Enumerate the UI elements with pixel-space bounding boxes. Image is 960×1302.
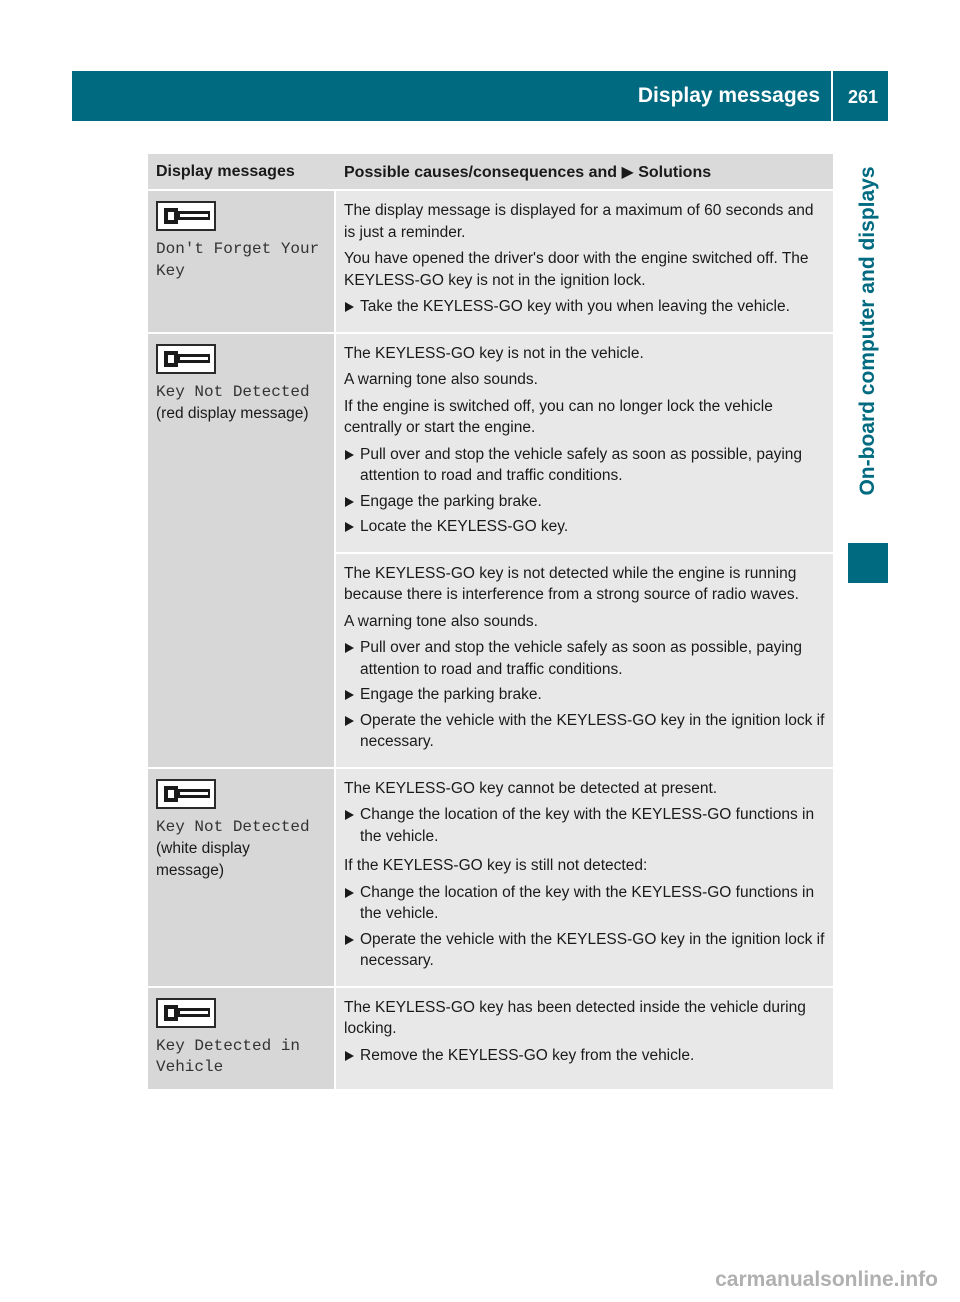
display-message-text: Key Not Detected (156, 382, 310, 401)
paragraph: You have opened the driver's door with the engine switched off. The KEYLESS-GO key is not in the ignition lock. (344, 250, 809, 289)
paragraph: If the KEYLESS-GO key is still not detected: (344, 857, 648, 874)
message-cell (148, 769, 336, 988)
solution-cell (336, 554, 833, 769)
table-header-row (148, 154, 833, 191)
paragraph: The display message is displayed for a maximum of 60 seconds and is just a reminder. (344, 202, 814, 241)
table-row (148, 334, 833, 554)
section-title: Display messages (637, 84, 820, 107)
action-step: Pull over and stop the vehicle safely as soon as possible, paying attention to road and traffic conditions. (344, 444, 827, 487)
page-header (72, 71, 888, 121)
header-divider (831, 71, 833, 121)
solution-cell (336, 769, 833, 988)
key-icon (156, 779, 216, 809)
display-message-note: (red display message) (156, 405, 309, 422)
paragraph: If the engine is switched off, you can no longer lock the vehicle centrally or start the engine. (344, 397, 773, 436)
table-row (148, 769, 833, 988)
solution-cell (336, 988, 833, 1091)
key-icon (156, 998, 216, 1028)
chapter-marker (848, 543, 888, 583)
key-icon (156, 344, 216, 374)
action-step: Remove the KEYLESS-GO key from the vehicle. (344, 1045, 827, 1067)
solution-cell (336, 334, 833, 554)
chapter-tab-label: On-board computer and displays (856, 166, 879, 496)
action-step: Take the KEYLESS-GO key with you when leaving the vehicle. (344, 296, 827, 318)
column-header-solutions-label: Solutions (638, 163, 712, 181)
message-cell (148, 191, 336, 334)
solution-cell (336, 191, 833, 334)
column-header-causes-label: Possible causes/consequences and (344, 163, 618, 181)
action-step: Pull over and stop the vehicle safely as soon as possible, paying attention to road and traffic conditions. (344, 637, 827, 680)
paragraph: A warning tone also sounds. (344, 371, 538, 388)
play-arrow-icon: ▶ (621, 163, 634, 181)
action-step: Change the location of the key with the KEYLESS-GO functions in the vehicle. (344, 882, 827, 925)
paragraph: The KEYLESS-GO key is not in the vehicle. (344, 344, 644, 362)
action-step: Engage the parking brake. (344, 491, 827, 513)
column-header-causes-solutions (336, 154, 833, 191)
action-step: Engage the parking brake. (344, 684, 827, 706)
message-cell (148, 988, 336, 1091)
action-step: Change the location of the key with the KEYLESS-GO functions in the vehicle. (344, 804, 827, 847)
table-row (148, 191, 833, 334)
display-messages-table (148, 154, 833, 1091)
paragraph: A warning tone also sounds. (344, 612, 538, 630)
paragraph: The KEYLESS-GO key is not detected while the engine is running because there is interference from a strong source of radio waves. (344, 564, 799, 603)
watermark: carmanualsonline.info (715, 1268, 938, 1291)
display-message-text: Don't Forget Your Key (156, 240, 320, 280)
message-cell (148, 334, 336, 769)
action-step: Locate the KEYLESS-GO key. (344, 516, 827, 538)
key-icon (156, 201, 216, 231)
column-header-display-messages: Display messages (148, 154, 336, 191)
display-message-text: Key Detected in Vehicle (156, 1036, 301, 1076)
display-message-note: (white display message) (156, 840, 250, 879)
action-step: Operate the vehicle with the KEYLESS-GO key in the ignition lock if necessary. (344, 929, 827, 972)
action-step: Operate the vehicle with the KEYLESS-GO key in the ignition lock if necessary. (344, 710, 827, 753)
display-message-text: Key Not Detected (156, 817, 310, 836)
paragraph: The KEYLESS-GO key cannot be detected at present. (344, 779, 718, 797)
page-number: 261 (847, 87, 878, 107)
chapter-tab (848, 121, 888, 541)
paragraph: The KEYLESS-GO key has been detected inside the vehicle during locking. (344, 998, 806, 1037)
table-row (148, 988, 833, 1091)
